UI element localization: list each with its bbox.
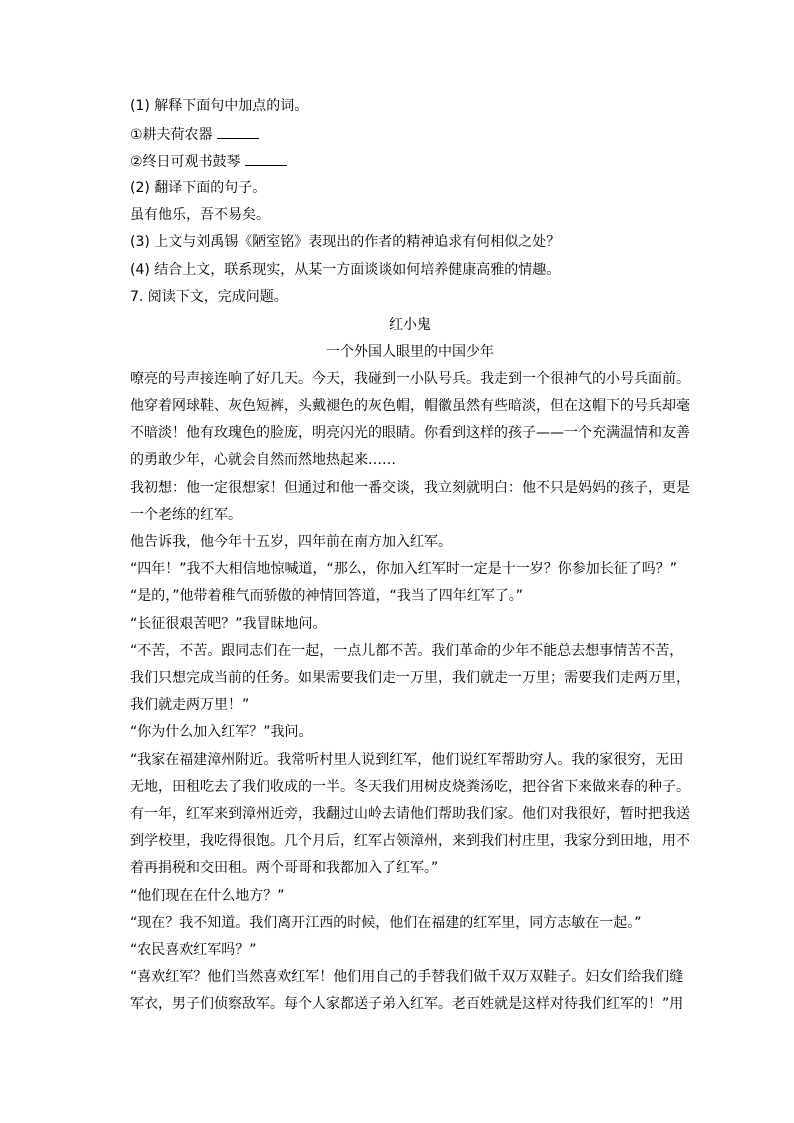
article-line: 我初想：他一定很想家！但通过和他一番交谈，我立刻就明白：他不只是妈妈的孩子，更是: [130, 480, 690, 496]
question-1a-text: ①耕夫荷农器: [130, 127, 213, 143]
article-line: 无地，田租吃去了我们收成的一半。冬天我们用树皮烧粪汤吃，把谷省下来做来春的种子。: [130, 779, 690, 795]
article-line: 着再捐税和交田租。两个哥哥和我都加入了红军。”: [130, 860, 439, 876]
article-line: “不苦，不苦。跟同志们在一起，一点儿都不苦。我们革命的少年不能总去想事情苦不苦，: [130, 643, 684, 659]
question-2-sentence: 虽有他乐，吾不易矣。: [130, 207, 270, 223]
question-1a: [130, 124, 700, 145]
question-7-prompt: 7. 阅读下文，完成问题。: [130, 289, 288, 305]
answer-blank-1a[interactable]: [217, 124, 259, 139]
question-2-prompt: (2) 翻译下面的句子。: [130, 180, 267, 196]
article-line: 我们就走两万里！”: [130, 697, 250, 713]
article-line: 军衣，男子们侦察敌军。每个人家都送子弟入红军。老百姓就是这样对待我们红军的！”用: [130, 996, 684, 1012]
article-line: 我们只想完成当前的任务。如果需要我们走一万里，我们就走一万里；需要我们走两万里，: [130, 670, 690, 686]
article-line: “喜欢红军？他们当然喜欢红军！他们用自己的手替我们做千双万双鞋子。妇女们给我们缝: [130, 969, 684, 985]
article-line: “四年！”我不大相信地惊喊道，“那么，你加入红军时一定是十一岁？你参加长征了吗？”: [130, 561, 678, 577]
article-line: 的勇敢少年，心就会自然而然地热起来……: [130, 452, 396, 468]
question-3-prompt: (3) 上文与刘禹锡《陋室铭》表现出的作者的精神追求有何相似之处？: [130, 234, 561, 250]
question-1-prompt: (1) 解释下面句中加点的词。: [130, 98, 309, 114]
article-line: “你为什么加入红军？”我问。: [130, 724, 313, 740]
article-line: 不暗淡！他有玫瑰色的脸庞，明亮闪光的眼睛。你看到这样的孩子——一个充满温情和友善: [130, 425, 690, 441]
article-line: 到学校里，我吃得很饱。几个月后，红军占领漳州，来到我们村庄里，我家分到田地，用不: [130, 833, 690, 849]
article-line: “农民喜欢红军吗？”: [130, 942, 257, 958]
article-subtitle: 一个外国人眼里的中国少年: [326, 344, 494, 360]
article-line: 嘹亮的号声接连响了好几天。今天，我碰到一小队号兵。我走到一个很神气的小号兵面前。: [130, 371, 690, 387]
article-line: 有一年，红军来到漳州近旁，我翻过山岭去请他们帮助我们家。他们对我很好，暂时把我送: [130, 806, 690, 822]
article-title: 红小鬼: [389, 317, 431, 333]
article-line: 他穿着网球鞋、灰色短裤，头戴褪色的灰色帽，帽徽虽然有些暗淡，但在这帽下的号兵却毫: [130, 398, 690, 414]
question-1b-text: ②终日可观书鼓琴: [130, 154, 241, 170]
article-line: “我家在福建漳州附近。我常听村里人说到红军，他们说红军帮助穷人。我的家很穷，无田: [130, 752, 684, 768]
article-line: “现在？我不知道。我们离开江西的时候，他们在福建的红军里，同方志敏在一起。”: [130, 915, 642, 931]
article-line: “是的，”他带着稚气而骄傲的神情回答道，“我当了四年红军了。”: [130, 588, 524, 604]
article-line: 他告诉我，他今年十五岁，四年前在南方加入红军。: [130, 534, 452, 550]
article-line: “他们现在在什么地方？”: [130, 888, 285, 904]
question-4-prompt: (4) 结合上文，联系现实，从某一方面谈谈如何培养健康高雅的情趣。: [130, 262, 561, 278]
question-1b: [130, 151, 700, 172]
article-line: “长征很艰苦吧？”我冒昧地问。: [130, 616, 327, 632]
article-line: 一个老练的红军。: [130, 507, 242, 523]
answer-blank-1b[interactable]: [245, 151, 287, 166]
